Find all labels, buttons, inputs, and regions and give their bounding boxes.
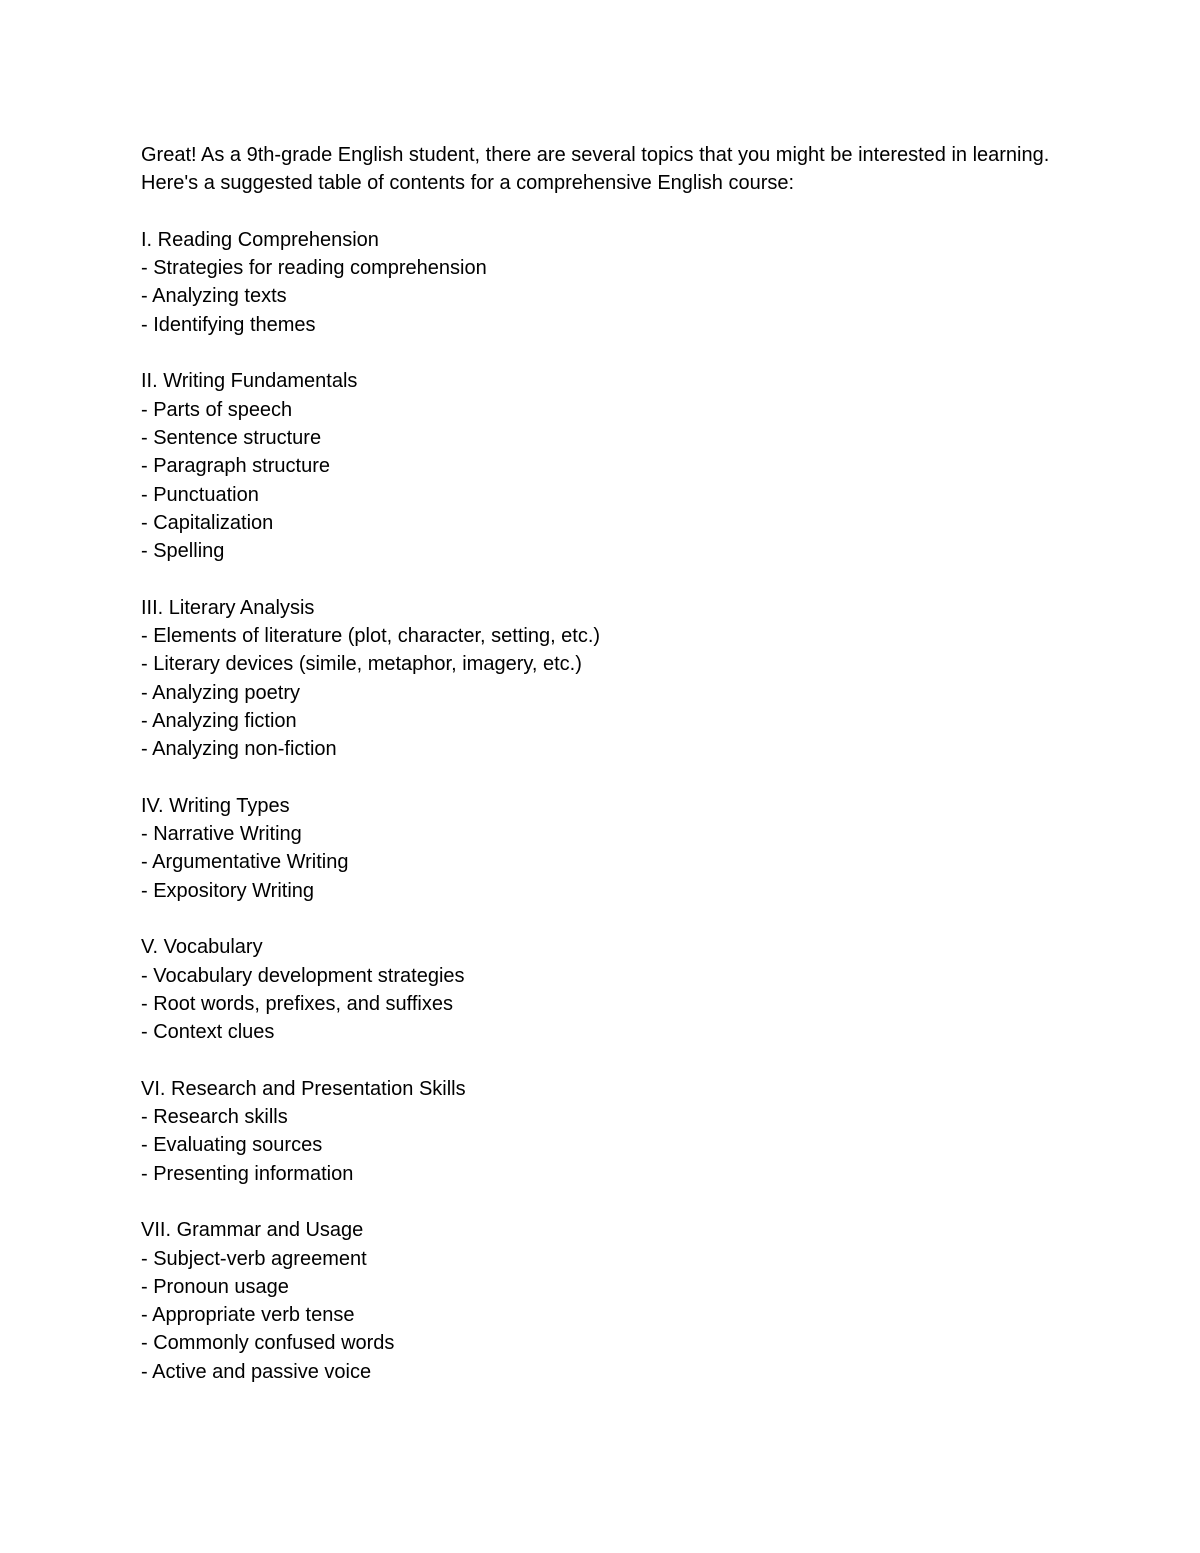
- section-item: - Spelling: [141, 540, 225, 563]
- section-item: - Narrative Writing: [141, 823, 302, 846]
- toc-section: [141, 1216, 1061, 1386]
- section-item: - Sentence structure: [141, 426, 322, 449]
- toc-section: [141, 933, 1061, 1046]
- section-item: - Paragraph structure: [141, 455, 330, 478]
- toc-section: [141, 1075, 1061, 1188]
- document-body: [141, 141, 1061, 1386]
- section-item: - Pronoun usage: [141, 1275, 289, 1298]
- section-heading: I. Reading Comprehension: [141, 228, 379, 251]
- section-item: - Punctuation: [141, 483, 259, 506]
- section-item: - Identifying themes: [141, 313, 316, 336]
- section-item: - Evaluating sources: [141, 1134, 323, 1157]
- section-item: - Analyzing non-fiction: [141, 738, 337, 761]
- section-item: - Analyzing poetry: [141, 681, 300, 704]
- section-item: - Argumentative Writing: [141, 851, 349, 874]
- section-item: - Appropriate verb tense: [141, 1304, 355, 1327]
- section-item: - Literary devices (simile, metaphor, imagery, etc.): [141, 653, 582, 676]
- section-item: - Expository Writing: [141, 879, 315, 902]
- section-item: - Root words, prefixes, and suffixes: [141, 992, 453, 1015]
- section-item: - Vocabulary development strategies: [141, 964, 465, 987]
- section-heading: VI. Research and Presentation Skills: [141, 1077, 466, 1100]
- section-item: - Analyzing texts: [141, 285, 287, 308]
- section-item: - Capitalization: [141, 511, 274, 534]
- section-heading: IV. Writing Types: [141, 794, 290, 817]
- section-heading: VII. Grammar and Usage: [141, 1219, 364, 1242]
- section-item: - Presenting information: [141, 1162, 354, 1185]
- table-of-contents: [141, 226, 1061, 1386]
- toc-section: [141, 792, 1061, 905]
- toc-section: [141, 226, 1061, 339]
- section-item: - Context clues: [141, 1021, 275, 1044]
- section-item: - Research skills: [141, 1106, 288, 1129]
- section-item: - Commonly confused words: [141, 1332, 395, 1355]
- section-item: - Analyzing fiction: [141, 709, 297, 732]
- intro-paragraph: Great! As a 9th-grade English student, there are several topics that you might be interested in learning. Here's a suggested table of contents for a comprehensive English course:: [141, 144, 1050, 195]
- section-heading: V. Vocabulary: [141, 936, 263, 959]
- section-heading: III. Literary Analysis: [141, 596, 315, 619]
- toc-section: [141, 367, 1061, 565]
- section-item: - Elements of literature (plot, character, setting, etc.): [141, 625, 601, 648]
- section-item: - Strategies for reading comprehension: [141, 257, 487, 280]
- section-item: - Active and passive voice: [141, 1360, 372, 1383]
- section-item: - Parts of speech: [141, 398, 293, 421]
- section-heading: II. Writing Fundamentals: [141, 370, 358, 393]
- toc-section: [141, 594, 1061, 764]
- section-item: - Subject-verb agreement: [141, 1247, 367, 1270]
